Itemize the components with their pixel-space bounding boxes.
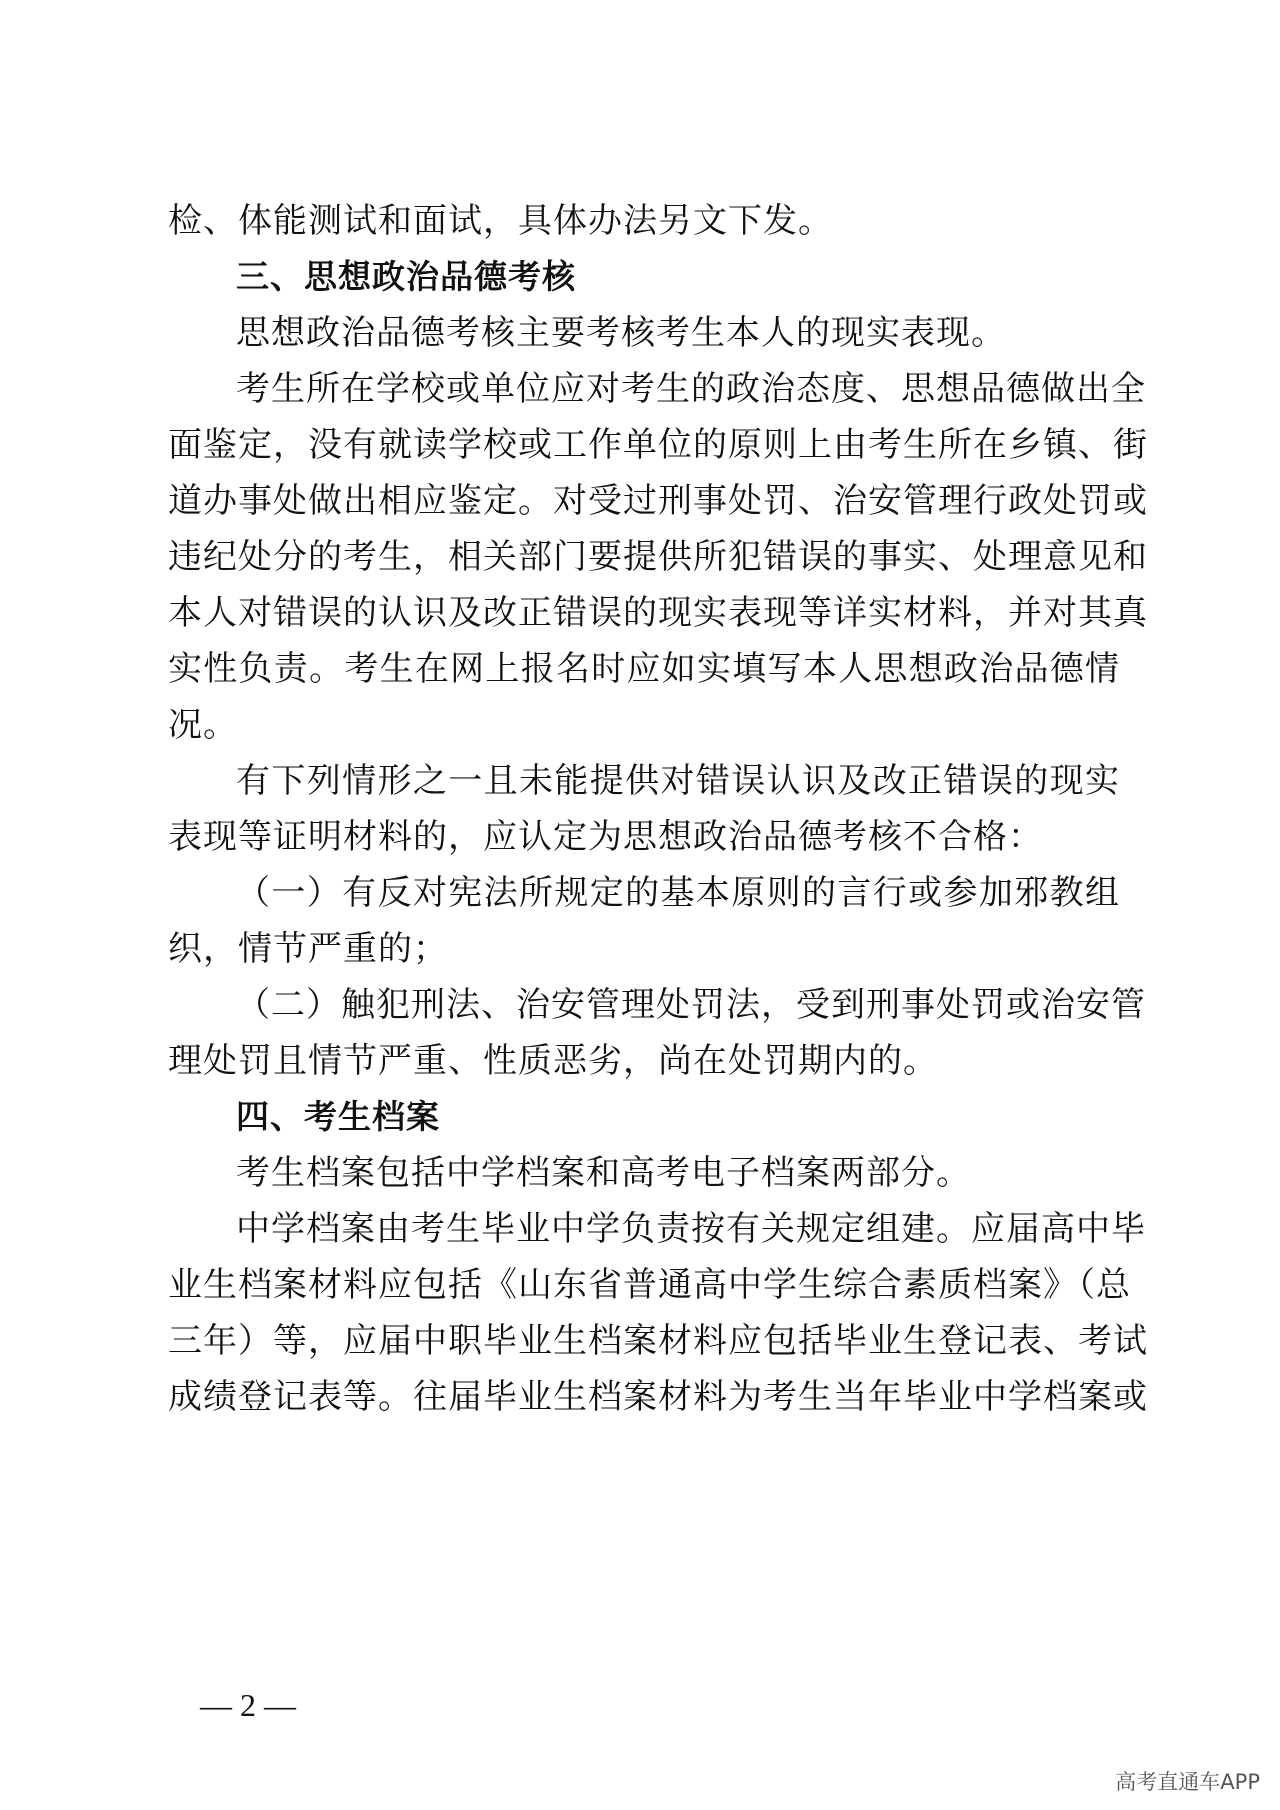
- paragraph-line: 检、体能测试和面试，具体办法另文下发。: [168, 201, 833, 241]
- section-heading-3: 三、思想政治品德考核: [236, 257, 576, 296]
- paragraph-line: 有下列情形之一且未能提供对错误认识及改正错误的现实: [236, 761, 1120, 801]
- paragraph-line: 面鉴定，没有就读学校或工作单位的原则上由考生所在乡镇、街: [168, 425, 1148, 465]
- paragraph-line: 思想政治品德考核主要考核考生本人的现实表现。: [236, 313, 1006, 353]
- list-item-line: 理处罚且情节严重、性质恶劣，尚在处罚期内的。: [168, 1041, 938, 1081]
- paragraph-line: 成绩登记表等。往届毕业生档案材料为考生当年毕业中学档案或: [168, 1377, 1148, 1417]
- watermark-text: 高考直通车APP: [1115, 1770, 1260, 1794]
- page-number: — 2 —: [200, 1687, 296, 1723]
- section-heading-4: 四、考生档案: [236, 1097, 440, 1136]
- paragraph-line: 违纪处分的考生，相关部门要提供所犯错误的事实、处理意见和: [168, 537, 1148, 577]
- paragraph-line: 况。: [168, 705, 238, 745]
- paragraph-line: 考生档案包括中学档案和高考电子档案两部分。: [236, 1153, 971, 1193]
- paragraph-line: 表现等证明材料的，应认定为思想政治品德考核不合格：: [168, 817, 1043, 857]
- paragraph-line: 考生所在学校或单位应对考生的政治态度、思想品德做出全: [236, 369, 1146, 409]
- paragraph-line: 业生档案材料应包括《山东省普通高中学生综合素质档案》（总: [168, 1265, 1131, 1305]
- paragraph-line: 中学档案由考生毕业中学负责按有关规定组建。应届高中毕: [236, 1209, 1146, 1249]
- list-item-line: （二）触犯刑法、治安管理处罚法，受到刑事处罚或治安管: [236, 985, 1146, 1025]
- paragraph-line: 实性负责。考生在网上报名时应如实填写本人思想政治品德情: [168, 649, 1120, 689]
- paragraph-line: 道办事处做出相应鉴定。对受过刑事处罚、治安管理行政处罚或: [168, 481, 1148, 521]
- list-item-line: 织，情节严重的；: [168, 929, 448, 969]
- paragraph-line: 三年）等，应届中职毕业生档案材料应包括毕业生登记表、考试: [168, 1321, 1148, 1361]
- list-item-line: （一）有反对宪法所规定的基本原则的言行或参加邪教组: [236, 873, 1120, 913]
- paragraph-line: 本人对错误的认识及改正错误的现实表现等详实材料，并对其真: [168, 593, 1148, 633]
